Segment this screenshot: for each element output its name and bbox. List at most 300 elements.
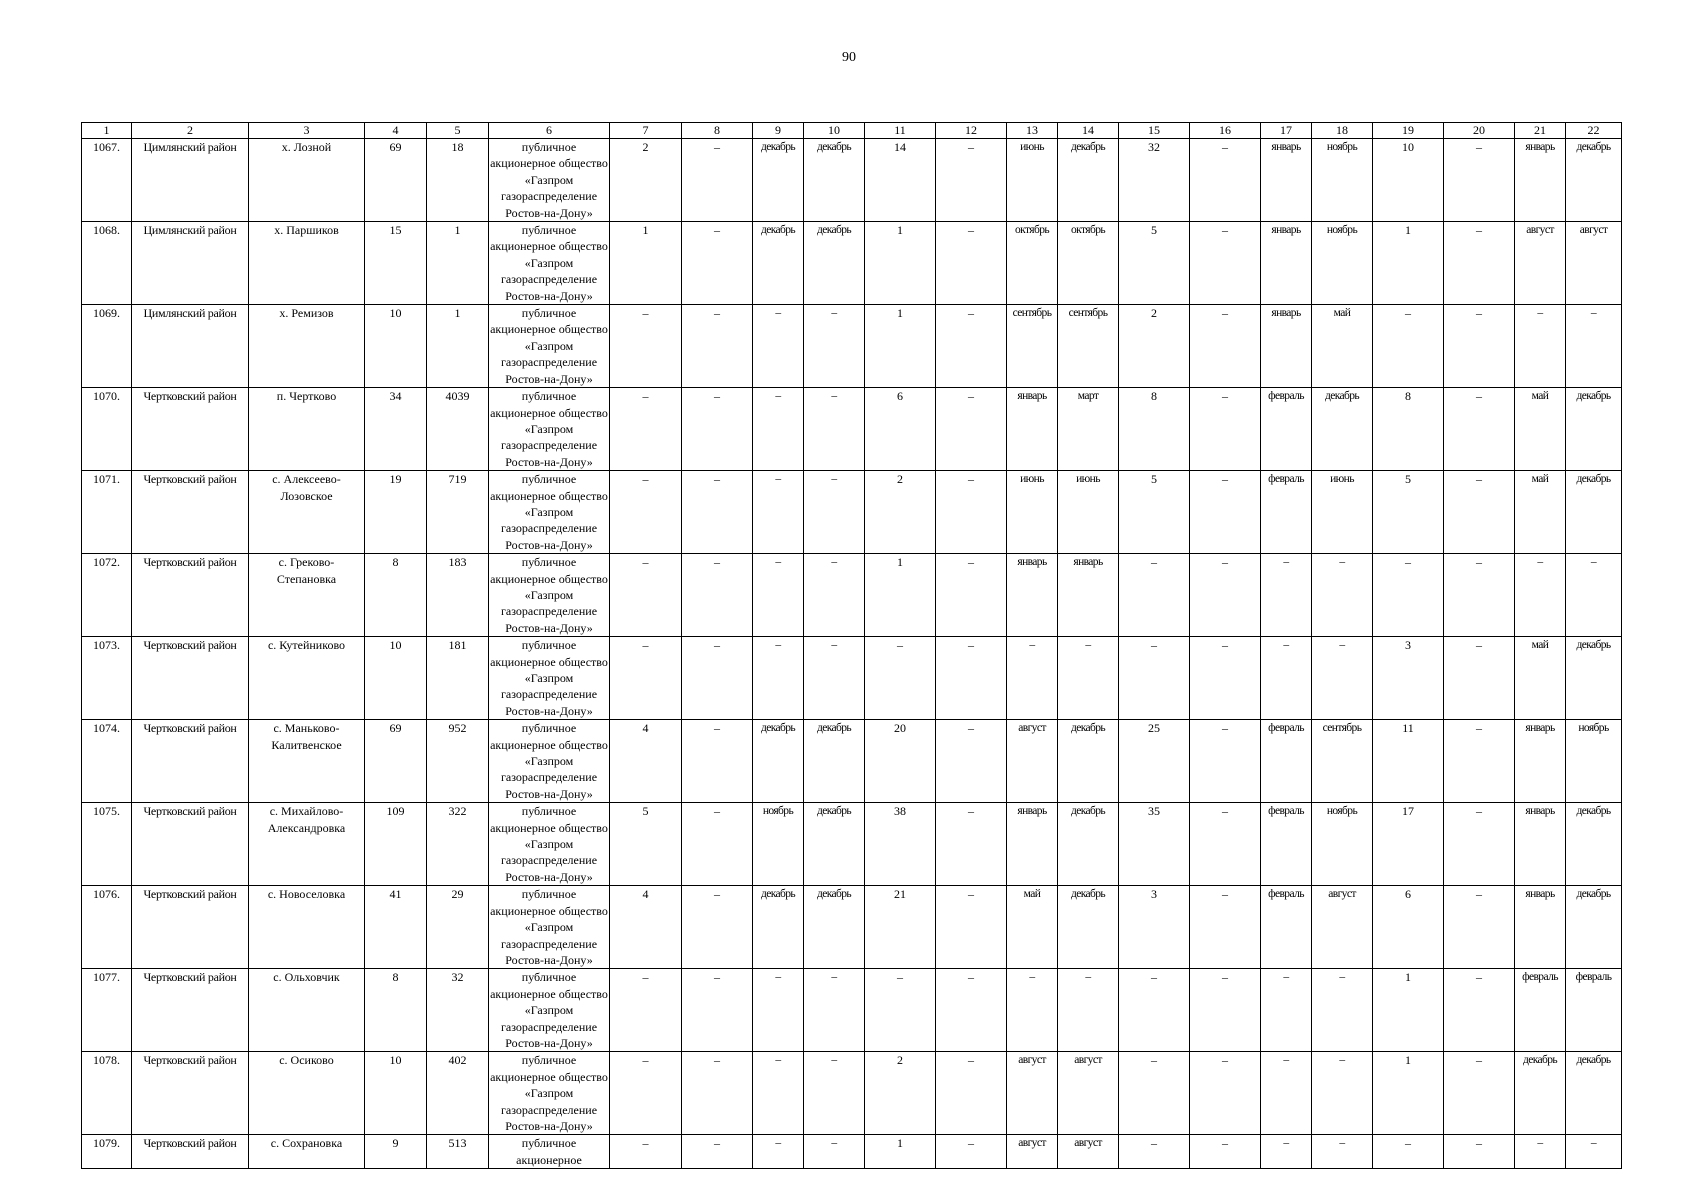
table-cell-col-6: публичное акционерное общество «Газпром газораспределение Ростов-на-Дону» [490,970,608,1050]
table-cell-col-9: – [753,471,804,554]
table-cell-col-14: август [1058,1052,1119,1135]
table-cell-col-20: – [1444,388,1515,471]
table-cell-col-6: публичное акционерное общество «Газпром газораспределение Ростов-на-Дону» [490,721,608,801]
table-cell-col-1: 1071. [82,471,132,554]
table-cell-col-13: октябрь [1007,222,1058,305]
table-cell-col-5: 402 [427,1052,489,1135]
table-cell-col-12: – [936,803,1007,886]
table-cell-col-10: – [804,1052,865,1135]
table-cell-col-3: х. Ремизов [249,305,365,388]
column-header-15: 15 [1119,123,1190,139]
table-cell-col-14: декабрь [1058,886,1119,969]
table-cell-col-4: 8 [365,554,427,637]
table-cell-col-20: – [1444,471,1515,554]
table-cell-col-9: – [753,969,804,1052]
table-row [82,886,1622,969]
table-cell-col-9: декабрь [753,139,804,222]
table-cell-col-3: с. Михайлово-Александровка [249,803,365,886]
table-cell-col-18: май [1312,305,1373,388]
page-number: 90 [842,50,856,65]
table-cell-col-3: с. Маньково-Калитвенское [249,720,365,803]
table-cell-col-4: 34 [365,388,427,471]
table-cell-col-4: 109 [365,803,427,886]
table-cell-col-6: публичное акционерное [489,1135,610,1169]
header-row [82,123,1622,139]
column-header-14: 14 [1058,123,1119,139]
table-cell-col-11: 2 [865,1052,936,1135]
column-header-6: 6 [489,123,610,139]
table-cell-col-20: – [1444,637,1515,720]
table-cell-col-15: 5 [1119,222,1190,305]
table-cell-col-1: 1076. [82,886,132,969]
table-cell-col-21: – [1515,1135,1566,1169]
table-cell-col-16: – [1190,222,1261,305]
table-cell-col-18: – [1312,554,1373,637]
table-cell-col-3: с. Осиково [249,1052,365,1135]
table-cell-col-7: 1 [610,222,682,305]
table-cell-col-12: – [936,720,1007,803]
table-cell-col-17: – [1261,554,1312,637]
table-cell-col-21: август [1515,222,1566,305]
table-cell-col-14: декабрь [1058,720,1119,803]
table-cell-col-17: февраль [1261,886,1312,969]
table-cell-col-16: – [1190,1052,1261,1135]
table-cell-col-14: октябрь [1058,222,1119,305]
table-cell-col-21: январь [1515,803,1566,886]
table-cell-col-3: с. Сохрановка [249,1135,365,1169]
table-cell-col-14: декабрь [1058,803,1119,886]
column-header-19: 19 [1373,123,1444,139]
table-cell-col-3: с. Алексеево-Лозовское [249,471,365,554]
table-cell-col-11: 38 [865,803,936,886]
table-cell-col-12: – [936,1052,1007,1135]
table-cell-col-5: 952 [427,720,489,803]
table-cell-col-4: 10 [365,637,427,720]
table-cell-col-2: Чертковский район [132,720,249,803]
table-cell-col-20: – [1444,139,1515,222]
table-cell-col-18: ноябрь [1312,222,1373,305]
table-cell-col-8: – [682,305,753,388]
table-cell-col-20: – [1444,222,1515,305]
data-table [81,122,1622,1169]
table-cell-col-15: 2 [1119,305,1190,388]
table-cell-col-22: декабрь [1566,886,1622,969]
column-header-2: 2 [132,123,249,139]
table-cell-col-12: – [936,139,1007,222]
table-cell-col-14: август [1058,1135,1119,1169]
table-cell-col-17: – [1261,637,1312,720]
table-cell-col-1: 1067. [82,139,132,222]
table-cell-col-20: – [1444,305,1515,388]
table-cell-col-3: п. Чертково [249,388,365,471]
table-cell-col-16: – [1190,554,1261,637]
table-cell-col-7: – [610,1135,682,1169]
table-cell-col-10: – [804,554,865,637]
table-cell-col-15: 32 [1119,139,1190,222]
table-cell-col-2: Чертковский район [132,471,249,554]
table-cell-col-22: – [1566,1135,1622,1169]
table-cell-col-19: – [1373,305,1444,388]
table-cell-col-4: 10 [365,305,427,388]
table-cell-col-5: 513 [427,1135,489,1169]
table-cell-col-22: декабрь [1566,388,1622,471]
table-row [82,969,1622,1052]
table-cell-col-19: 8 [1373,388,1444,471]
table-cell-col-19: 1 [1373,222,1444,305]
table-cell-col-2: Цимлянский район [132,305,249,388]
table-cell-col-15: – [1119,1052,1190,1135]
table-cell-col-1: 1079. [82,1135,132,1169]
table-cell-col-11: 14 [865,139,936,222]
table-cell-col-22: ноябрь [1566,720,1622,803]
table-cell-col-7: 4 [610,886,682,969]
table-cell-col-20: – [1444,803,1515,886]
table-cell-col-7: – [610,388,682,471]
column-header-3: 3 [249,123,365,139]
table-cell-col-11: 1 [865,1135,936,1169]
table-cell-col-9: – [753,305,804,388]
table-cell-col-17: январь [1261,222,1312,305]
table-row [82,1052,1622,1135]
table-cell-col-4: 15 [365,222,427,305]
table-cell-col-22: декабрь [1566,471,1622,554]
table-cell-col-16: – [1190,305,1261,388]
table-cell-col-22: декабрь [1566,139,1622,222]
table-cell-col-18: ноябрь [1312,139,1373,222]
table-cell-col-15: 3 [1119,886,1190,969]
table-cell-col-7: 4 [610,720,682,803]
table-cell-col-2: Цимлянский район [132,222,249,305]
table-cell-col-9: декабрь [753,886,804,969]
table-cell-col-8: – [682,886,753,969]
table-cell-col-6: публичное акционерное общество «Газпром газораспределение Ростов-на-Дону» [490,555,608,635]
table-cell-col-18: ноябрь [1312,803,1373,886]
table-cell-col-9: декабрь [753,720,804,803]
table-cell-col-17: – [1261,969,1312,1052]
table-cell-col-3: х. Паршиков [249,222,365,305]
table-cell-col-1: 1078. [82,1052,132,1135]
table-cell-col-5: 29 [427,886,489,969]
table-cell-col-16: – [1190,803,1261,886]
table-cell-col-3: х. Лозной [249,139,365,222]
table-cell-col-6: публичное акционерное общество «Газпром газораспределение Ростов-на-Дону» [490,804,608,884]
table-row [82,1135,1622,1169]
table-cell-col-9: – [753,554,804,637]
table-cell-col-13: июнь [1007,139,1058,222]
table-cell-col-10: – [804,471,865,554]
table-cell-col-17: – [1261,1052,1312,1135]
table-cell-col-21: май [1515,471,1566,554]
table-cell-col-8: – [682,637,753,720]
table-cell-col-5: 1 [427,305,489,388]
table-cell-col-19: – [1373,554,1444,637]
column-header-1: 1 [82,123,132,139]
table-cell-col-20: – [1444,554,1515,637]
table-cell-col-8: – [682,1135,753,1169]
column-header-9: 9 [753,123,804,139]
table-cell-col-20: – [1444,1135,1515,1169]
table-cell-col-18: – [1312,637,1373,720]
column-header-4: 4 [365,123,427,139]
table-row [82,554,1622,637]
table-cell-col-16: – [1190,637,1261,720]
table-cell-col-10: – [804,969,865,1052]
table-cell-col-16: – [1190,969,1261,1052]
table-cell-col-19: 1 [1373,969,1444,1052]
table-cell-col-4: 69 [365,720,427,803]
column-header-12: 12 [936,123,1007,139]
table-cell-col-12: – [936,886,1007,969]
table-cell-col-10: – [804,388,865,471]
table-cell-col-21: январь [1515,720,1566,803]
table-cell-col-10: декабрь [804,222,865,305]
table-cell-col-20: – [1444,886,1515,969]
table-cell-col-19: 17 [1373,803,1444,886]
table-cell-col-14: январь [1058,554,1119,637]
table-row [82,471,1622,554]
table-cell-col-12: – [936,554,1007,637]
table-cell-col-3: с. Новоселовка [249,886,365,969]
column-header-22: 22 [1566,123,1622,139]
table-cell-col-1: 1070. [82,388,132,471]
table-cell-col-19: – [1373,1135,1444,1169]
table-cell-col-7: – [610,554,682,637]
table-row [82,720,1622,803]
table-cell-col-15: – [1119,554,1190,637]
table-cell-col-10: декабрь [804,886,865,969]
table-cell-col-13: май [1007,886,1058,969]
table-cell-col-11: 1 [865,554,936,637]
table-row [82,222,1622,305]
table-cell-col-13: январь [1007,388,1058,471]
table-cell-col-6: публичное акционерное общество «Газпром газораспределение Ростов-на-Дону» [490,223,608,303]
table-cell-col-11: 1 [865,305,936,388]
table-cell-col-6: публичное акционерное общество «Газпром газораспределение Ростов-на-Дону» [490,887,608,967]
table-cell-col-4: 8 [365,969,427,1052]
table-cell-col-1: 1068. [82,222,132,305]
table-cell-col-9: – [753,1052,804,1135]
table-cell-col-14: март [1058,388,1119,471]
column-header-8: 8 [682,123,753,139]
table-cell-col-8: – [682,222,753,305]
table-cell-col-1: 1074. [82,720,132,803]
table-cell-col-15: 5 [1119,471,1190,554]
table-cell-col-19: 10 [1373,139,1444,222]
table-cell-col-20: – [1444,1052,1515,1135]
table-cell-col-1: 1072. [82,554,132,637]
table-cell-col-2: Чертковский район [132,554,249,637]
table-cell-col-22: – [1566,305,1622,388]
table-cell-col-22: август [1566,222,1622,305]
table-cell-col-17: февраль [1261,471,1312,554]
table-cell-col-22: декабрь [1566,803,1622,886]
table-cell-col-10: – [804,305,865,388]
table-cell-col-21: – [1515,305,1566,388]
table-cell-col-3: с. Кутейниково [249,637,365,720]
table-cell-col-7: – [610,1052,682,1135]
table-row [82,388,1622,471]
table-cell-col-3: с. Греково-Степановка [249,554,365,637]
table-cell-col-16: – [1190,139,1261,222]
table-row [82,803,1622,886]
table-cell-col-12: – [936,1135,1007,1169]
table-cell-col-18: декабрь [1312,388,1373,471]
table-cell-col-16: – [1190,388,1261,471]
table-cell-col-10: декабрь [804,803,865,886]
column-header-5: 5 [427,123,489,139]
table-row [82,139,1622,222]
table-cell-col-12: – [936,305,1007,388]
table-cell-col-11: 2 [865,471,936,554]
table-cell-col-18: – [1312,1135,1373,1169]
table-cell-col-17: февраль [1261,388,1312,471]
table-cell-col-16: – [1190,1135,1261,1169]
table-cell-col-2: Чертковский район [132,969,249,1052]
column-header-7: 7 [610,123,682,139]
table-cell-col-19: 6 [1373,886,1444,969]
table-cell-col-21: май [1515,388,1566,471]
table-cell-col-22: декабрь [1566,637,1622,720]
table-cell-col-5: 183 [427,554,489,637]
table-cell-col-17: январь [1261,139,1312,222]
table-cell-col-6: публичное акционерное общество «Газпром газораспределение Ростов-на-Дону» [490,306,608,386]
table-cell-col-8: – [682,554,753,637]
column-header-21: 21 [1515,123,1566,139]
table-cell-col-14: сентябрь [1058,305,1119,388]
table-cell-col-2: Чертковский район [132,1052,249,1135]
table-cell-col-14: – [1058,637,1119,720]
column-header-20: 20 [1444,123,1515,139]
table-cell-col-7: – [610,471,682,554]
table-cell-col-3: с. Ольховчик [249,969,365,1052]
table-cell-col-16: – [1190,720,1261,803]
table-cell-col-2: Чертковский район [132,886,249,969]
table-cell-col-17: – [1261,1135,1312,1169]
table-cell-col-7: 5 [610,803,682,886]
table-cell-col-13: июнь [1007,471,1058,554]
table-cell-col-13: август [1007,720,1058,803]
table-cell-col-11: 6 [865,388,936,471]
table-cell-col-4: 19 [365,471,427,554]
table-cell-col-2: Чертковский район [132,803,249,886]
table-cell-col-21: декабрь [1515,1052,1566,1135]
table-cell-col-15: 25 [1119,720,1190,803]
table-cell-col-13: – [1007,969,1058,1052]
table-cell-col-14: июнь [1058,471,1119,554]
table-cell-col-15: 35 [1119,803,1190,886]
table-cell-col-21: январь [1515,886,1566,969]
table-cell-col-11: – [865,637,936,720]
column-header-18: 18 [1312,123,1373,139]
table-cell-col-8: – [682,471,753,554]
table-cell-col-20: – [1444,969,1515,1052]
table-cell-col-15: – [1119,969,1190,1052]
table-cell-col-8: – [682,803,753,886]
table-cell-col-19: 5 [1373,471,1444,554]
table-cell-col-1: 1073. [82,637,132,720]
table-cell-col-7: – [610,637,682,720]
table-cell-col-4: 69 [365,139,427,222]
table-cell-col-17: февраль [1261,803,1312,886]
table-cell-col-12: – [936,637,1007,720]
table-cell-col-12: – [936,222,1007,305]
table-cell-col-5: 18 [427,139,489,222]
table-cell-col-5: 719 [427,471,489,554]
table-cell-col-7: 2 [610,139,682,222]
table-cell-col-11: – [865,969,936,1052]
column-header-10: 10 [804,123,865,139]
table-cell-col-8: – [682,139,753,222]
table-cell-col-7: – [610,305,682,388]
table-cell-col-5: 4039 [427,388,489,471]
table-cell-col-13: январь [1007,554,1058,637]
table-cell-col-20: – [1444,720,1515,803]
table-cell-col-16: – [1190,471,1261,554]
table-cell-col-10: – [804,1135,865,1169]
table-cell-col-4: 10 [365,1052,427,1135]
table-cell-col-2: Чертковский район [132,637,249,720]
table-cell-col-17: февраль [1261,720,1312,803]
table-cell-col-18: – [1312,969,1373,1052]
table-cell-col-8: – [682,1052,753,1135]
column-header-13: 13 [1007,123,1058,139]
table-cell-col-22: февраль [1566,969,1622,1052]
table-cell-col-10: декабрь [804,139,865,222]
table-cell-col-14: – [1058,969,1119,1052]
table-cell-col-13: август [1007,1052,1058,1135]
table-cell-col-21: январь [1515,139,1566,222]
table-cell-col-15: – [1119,637,1190,720]
table-cell-col-9: – [753,388,804,471]
table-cell-col-5: 1 [427,222,489,305]
table-cell-col-18: июнь [1312,471,1373,554]
table-cell-col-1: 1077. [82,969,132,1052]
column-header-11: 11 [865,123,936,139]
table-cell-col-12: – [936,471,1007,554]
table-cell-col-4: 9 [365,1135,427,1169]
table-cell-col-9: ноябрь [753,803,804,886]
table-cell-col-12: – [936,388,1007,471]
table-cell-col-9: декабрь [753,222,804,305]
table-cell-col-5: 322 [427,803,489,886]
table-cell-col-16: – [1190,886,1261,969]
table-cell-col-10: декабрь [804,720,865,803]
table-cell-col-1: 1075. [82,803,132,886]
table-cell-col-6: публичное акционерное общество «Газпром газораспределение Ростов-на-Дону» [490,140,608,220]
table-cell-col-21: май [1515,637,1566,720]
table-cell-col-13: – [1007,637,1058,720]
table-cell-col-22: декабрь [1566,1052,1622,1135]
table-cell-col-17: январь [1261,305,1312,388]
table-cell-col-2: Чертковский район [132,388,249,471]
table-cell-col-13: январь [1007,803,1058,886]
table-cell-col-6: публичное акционерное общество «Газпром газораспределение Ростов-на-Дону» [490,638,608,718]
table-cell-col-8: – [682,388,753,471]
table-cell-col-4: 41 [365,886,427,969]
table-cell-col-21: февраль [1515,969,1566,1052]
table-cell-col-8: – [682,969,753,1052]
table-row [82,637,1622,720]
table-cell-col-2: Цимлянский район [132,139,249,222]
table-cell-col-10: – [804,637,865,720]
table-cell-col-13: август [1007,1135,1058,1169]
table-cell-col-6: публичное акционерное общество «Газпром газораспределение Ростов-на-Дону» [490,472,608,552]
table-cell-col-19: 3 [1373,637,1444,720]
table-body [82,139,1622,1169]
table-cell-col-8: – [682,720,753,803]
table-cell-col-6: публичное акционерное общество «Газпром газораспределение Ростов-на-Дону» [490,1053,608,1133]
table-cell-col-18: – [1312,1052,1373,1135]
